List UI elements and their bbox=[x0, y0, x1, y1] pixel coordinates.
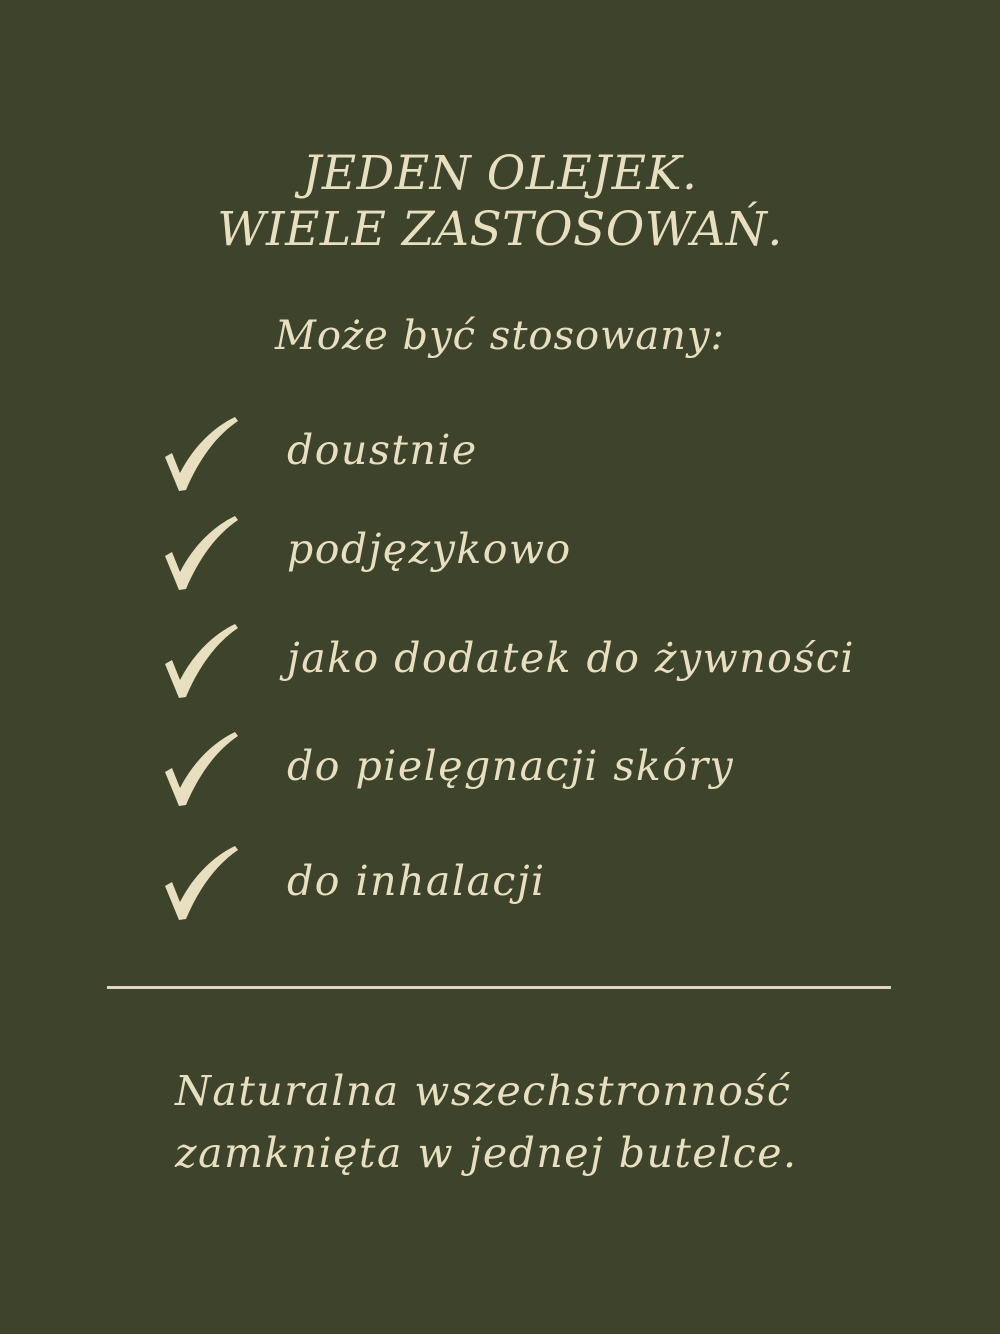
check-icon bbox=[160, 841, 242, 923]
divider bbox=[107, 986, 891, 989]
check-icon bbox=[160, 412, 242, 494]
use-item-skin-care: do pielęgnacji skóry bbox=[287, 742, 735, 790]
tagline-line-2: zamknięta w jednej butelce. bbox=[175, 1129, 798, 1177]
use-item-inhalation: do inhalacji bbox=[287, 857, 546, 905]
headline-line-2: WIELE ZASTOSOWAŃ. bbox=[217, 202, 783, 257]
check-icon bbox=[160, 511, 242, 593]
subheading: Może być stosowany: bbox=[274, 313, 726, 359]
tagline-line-1: Naturalna wszechstronność bbox=[175, 1067, 792, 1115]
tagline bbox=[175, 1060, 798, 1184]
check-icon bbox=[160, 727, 242, 809]
check-icon bbox=[160, 619, 242, 701]
headline-line-1: JEDEN OLEJEK. bbox=[302, 146, 698, 201]
use-item-oral: doustnie bbox=[287, 426, 478, 474]
headline bbox=[0, 146, 1000, 258]
use-item-sublingual: podjęzykowo bbox=[287, 525, 572, 573]
use-item-food-additive: jako dodatek do żywności bbox=[287, 634, 855, 682]
